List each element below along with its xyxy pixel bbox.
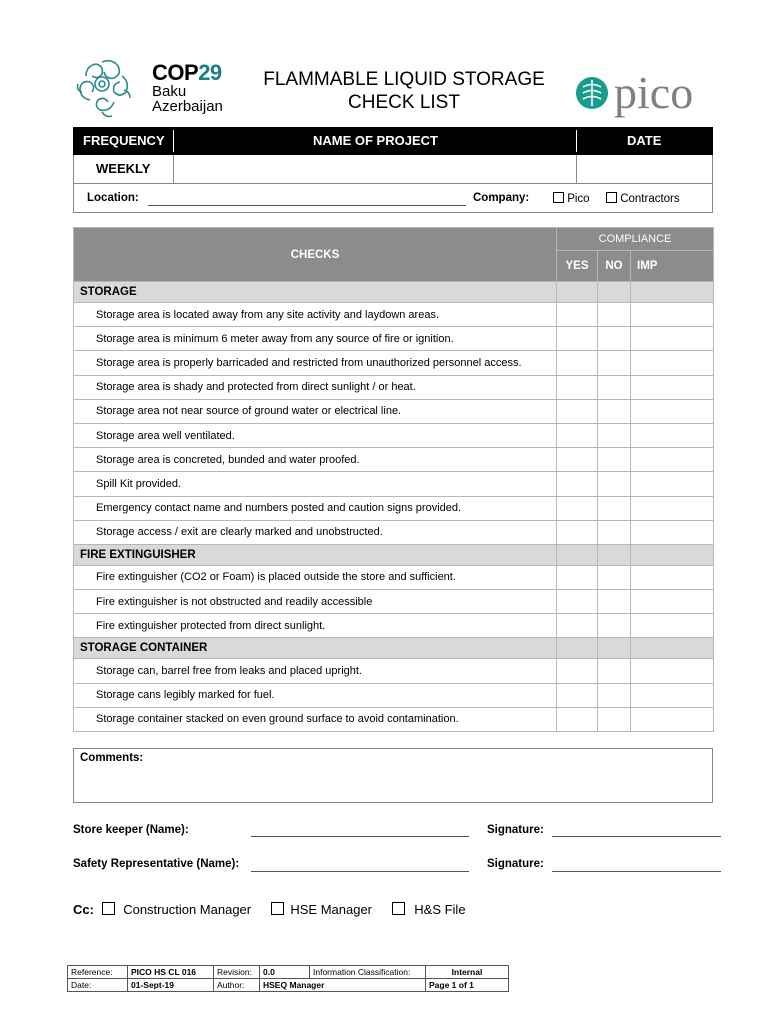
cop29-location	[152, 84, 223, 114]
location-label: Location:	[87, 192, 139, 204]
yes-cell[interactable]	[557, 448, 598, 472]
revision-value: 0.0	[260, 966, 310, 979]
check-item-row	[74, 448, 714, 472]
pico-brand-text: pico	[614, 67, 694, 118]
check-item-row	[74, 520, 714, 544]
no-cell[interactable]	[598, 327, 631, 351]
pico-checkbox[interactable]	[553, 192, 564, 203]
cc-label: Cc:	[73, 902, 94, 917]
compliance-header: COMPLIANCE	[557, 228, 714, 251]
cop-number: 29	[198, 60, 222, 85]
yes-cell[interactable]	[557, 303, 598, 327]
check-item-row	[74, 351, 714, 375]
location-field[interactable]	[148, 205, 466, 206]
cop-word: COP	[152, 60, 199, 85]
cop-country: Azerbaijan	[152, 98, 223, 115]
yes-cell[interactable]	[557, 472, 598, 496]
no-cell[interactable]	[598, 448, 631, 472]
check-item-row	[74, 303, 714, 327]
check-item-row	[74, 683, 714, 707]
imp-cell[interactable]	[631, 520, 714, 544]
checks-header: CHECKS	[74, 228, 557, 282]
imp-cell[interactable]	[631, 683, 714, 707]
check-item-row	[74, 496, 714, 520]
cc-construction-manager-label: Construction Manager	[123, 902, 252, 917]
check-item-text: Storage area is properly barricaded and restricted from unauthorized personnel access.	[74, 351, 557, 375]
author-value: HSEQ Manager	[260, 979, 426, 992]
no-cell[interactable]	[598, 590, 631, 614]
imp-cell[interactable]	[631, 707, 714, 731]
no-cell[interactable]	[598, 520, 631, 544]
comments-box[interactable]	[73, 748, 713, 803]
store-keeper-label: Store keeper (Name):	[73, 824, 189, 836]
yes-header: YES	[557, 251, 598, 282]
title-line-2: CHECK LIST	[348, 92, 460, 113]
check-item-text: Emergency contact name and numbers posted and caution signs provided.	[74, 496, 557, 520]
classification-value: Internal	[426, 966, 509, 979]
no-cell[interactable]	[598, 683, 631, 707]
project-header-bar	[73, 127, 713, 155]
title-line-1: FLAMMABLE LIQUID STORAGE	[263, 69, 545, 90]
comments-label: Comments:	[80, 752, 144, 764]
yes-cell[interactable]	[557, 565, 598, 589]
section-title: FIRE EXTINGUISHER	[74, 544, 557, 565]
no-cell[interactable]	[598, 614, 631, 638]
contractors-checkbox[interactable]	[606, 192, 617, 203]
yes-cell[interactable]	[557, 375, 598, 399]
section-row	[74, 282, 714, 303]
company-option-pico[interactable]	[553, 192, 590, 205]
classification-label: Information Classification:	[310, 966, 426, 979]
author-label: Author:	[214, 979, 260, 992]
imp-cell[interactable]	[631, 351, 714, 375]
no-cell[interactable]	[598, 565, 631, 589]
imp-cell[interactable]	[631, 590, 714, 614]
section-title: STORAGE	[74, 282, 557, 303]
check-item-row	[74, 565, 714, 589]
imp-cell[interactable]	[631, 659, 714, 683]
project-name-header: NAME OF PROJECT	[313, 133, 438, 148]
no-cell[interactable]	[598, 375, 631, 399]
document-title	[246, 68, 562, 114]
check-item-text: Storage area well ventilated.	[74, 423, 557, 447]
check-item-text: Storage area is shady and protected from direct sunlight / or heat.	[74, 375, 557, 399]
yes-cell[interactable]	[557, 659, 598, 683]
imp-cell[interactable]	[631, 496, 714, 520]
company-option-contractors[interactable]	[606, 192, 680, 205]
check-item-text: Fire extinguisher is not obstructed and readily accessible	[74, 590, 557, 614]
section-row	[74, 544, 714, 565]
check-item-row	[74, 614, 714, 638]
yes-cell[interactable]	[557, 683, 598, 707]
section-title: STORAGE CONTAINER	[74, 638, 557, 659]
check-item-row	[74, 590, 714, 614]
no-header: NO	[598, 251, 631, 282]
contractors-option-label: Contractors	[620, 193, 680, 205]
yes-cell[interactable]	[557, 351, 598, 375]
check-item-row	[74, 659, 714, 683]
imp-cell[interactable]	[631, 303, 714, 327]
check-item-row	[74, 423, 714, 447]
cc-hs-file-checkbox[interactable]	[392, 902, 405, 915]
safety-rep-signature-field[interactable]	[552, 871, 721, 872]
imp-cell[interactable]	[631, 399, 714, 423]
date-value: 01-Sept-19	[128, 979, 214, 992]
check-item-text: Storage cans legibly marked for fuel.	[74, 683, 557, 707]
check-item-text: Storage access / exit are clearly marked and unobstructed.	[74, 520, 557, 544]
cc-hse-manager-label: HSE Manager	[290, 902, 373, 917]
section-row	[74, 638, 714, 659]
no-cell[interactable]	[598, 707, 631, 731]
cc-hs-file-label: H&S File	[414, 902, 466, 917]
yes-cell[interactable]	[557, 423, 598, 447]
no-cell[interactable]	[598, 423, 631, 447]
reference-label: Reference:	[68, 966, 128, 979]
store-keeper-name-field[interactable]	[251, 836, 469, 837]
cc-row	[73, 902, 466, 917]
check-item-row	[74, 472, 714, 496]
check-item-row	[74, 327, 714, 351]
yes-cell[interactable]	[557, 520, 598, 544]
no-cell[interactable]	[598, 472, 631, 496]
reference-value: PICO HS CL 016	[128, 966, 214, 979]
yes-cell[interactable]	[557, 590, 598, 614]
imp-cell[interactable]	[631, 423, 714, 447]
cc-construction-manager-checkbox[interactable]	[102, 902, 115, 915]
imp-cell[interactable]	[631, 565, 714, 589]
check-item-row	[74, 375, 714, 399]
check-item-text: Storage area not near source of ground water or electrical line.	[74, 399, 557, 423]
yes-cell[interactable]	[557, 496, 598, 520]
safety-rep-signature-label: Signature:	[487, 858, 544, 870]
no-cell[interactable]	[598, 399, 631, 423]
no-cell[interactable]	[598, 496, 631, 520]
check-item-row	[74, 399, 714, 423]
pico-logo-icon	[574, 66, 724, 126]
checklist-table	[73, 227, 714, 732]
no-cell[interactable]	[598, 351, 631, 375]
imp-cell[interactable]	[631, 375, 714, 399]
no-cell[interactable]	[598, 303, 631, 327]
imp-cell[interactable]	[631, 448, 714, 472]
yes-cell[interactable]	[557, 614, 598, 638]
date-label: Date:	[68, 979, 128, 992]
imp-cell[interactable]	[631, 614, 714, 638]
revision-label: Revision:	[214, 966, 260, 979]
yes-cell[interactable]	[557, 707, 598, 731]
date-header: DATE	[627, 133, 662, 148]
store-keeper-signature-field[interactable]	[552, 836, 721, 837]
check-item-text: Storage container stacked on even ground surface to avoid contamination.	[74, 707, 557, 731]
frequency-header: FREQUENCY	[83, 133, 165, 148]
store-keeper-signature-label: Signature:	[487, 824, 544, 836]
page-number: Page 1 of 1	[426, 979, 509, 992]
imp-cell[interactable]	[631, 472, 714, 496]
check-item-row	[74, 707, 714, 731]
yes-cell[interactable]	[557, 399, 598, 423]
check-item-text: Storage area is concreted, bunded and water proofed.	[74, 448, 557, 472]
company-label: Company:	[473, 192, 530, 204]
check-item-text: Spill Kit provided.	[74, 472, 557, 496]
imp-header: IMP	[631, 251, 714, 282]
date-field[interactable]	[578, 157, 711, 181]
no-cell[interactable]	[598, 659, 631, 683]
check-item-text: Fire extinguisher (CO2 or Foam) is placed outside the store and sufficient.	[74, 565, 557, 589]
frequency-value: WEEKLY	[96, 161, 151, 176]
yes-cell[interactable]	[557, 327, 598, 351]
check-item-text: Storage area is minimum 6 meter away from any source of fire or ignition.	[74, 327, 557, 351]
imp-cell[interactable]	[631, 327, 714, 351]
cc-hse-manager-checkbox[interactable]	[271, 902, 284, 915]
project-name-field[interactable]	[175, 157, 574, 181]
check-item-text: Storage can, barrel free from leaks and placed upright.	[74, 659, 557, 683]
check-item-text: Storage area is located away from any site activity and laydown areas.	[74, 303, 557, 327]
pico-option-label: Pico	[567, 193, 590, 205]
check-item-text: Fire extinguisher protected from direct sunlight.	[74, 614, 557, 638]
cop-city: Baku	[152, 83, 187, 100]
safety-rep-label: Safety Representative (Name):	[73, 858, 240, 870]
document-control-table	[67, 965, 509, 992]
safety-rep-name-field[interactable]	[251, 871, 469, 872]
